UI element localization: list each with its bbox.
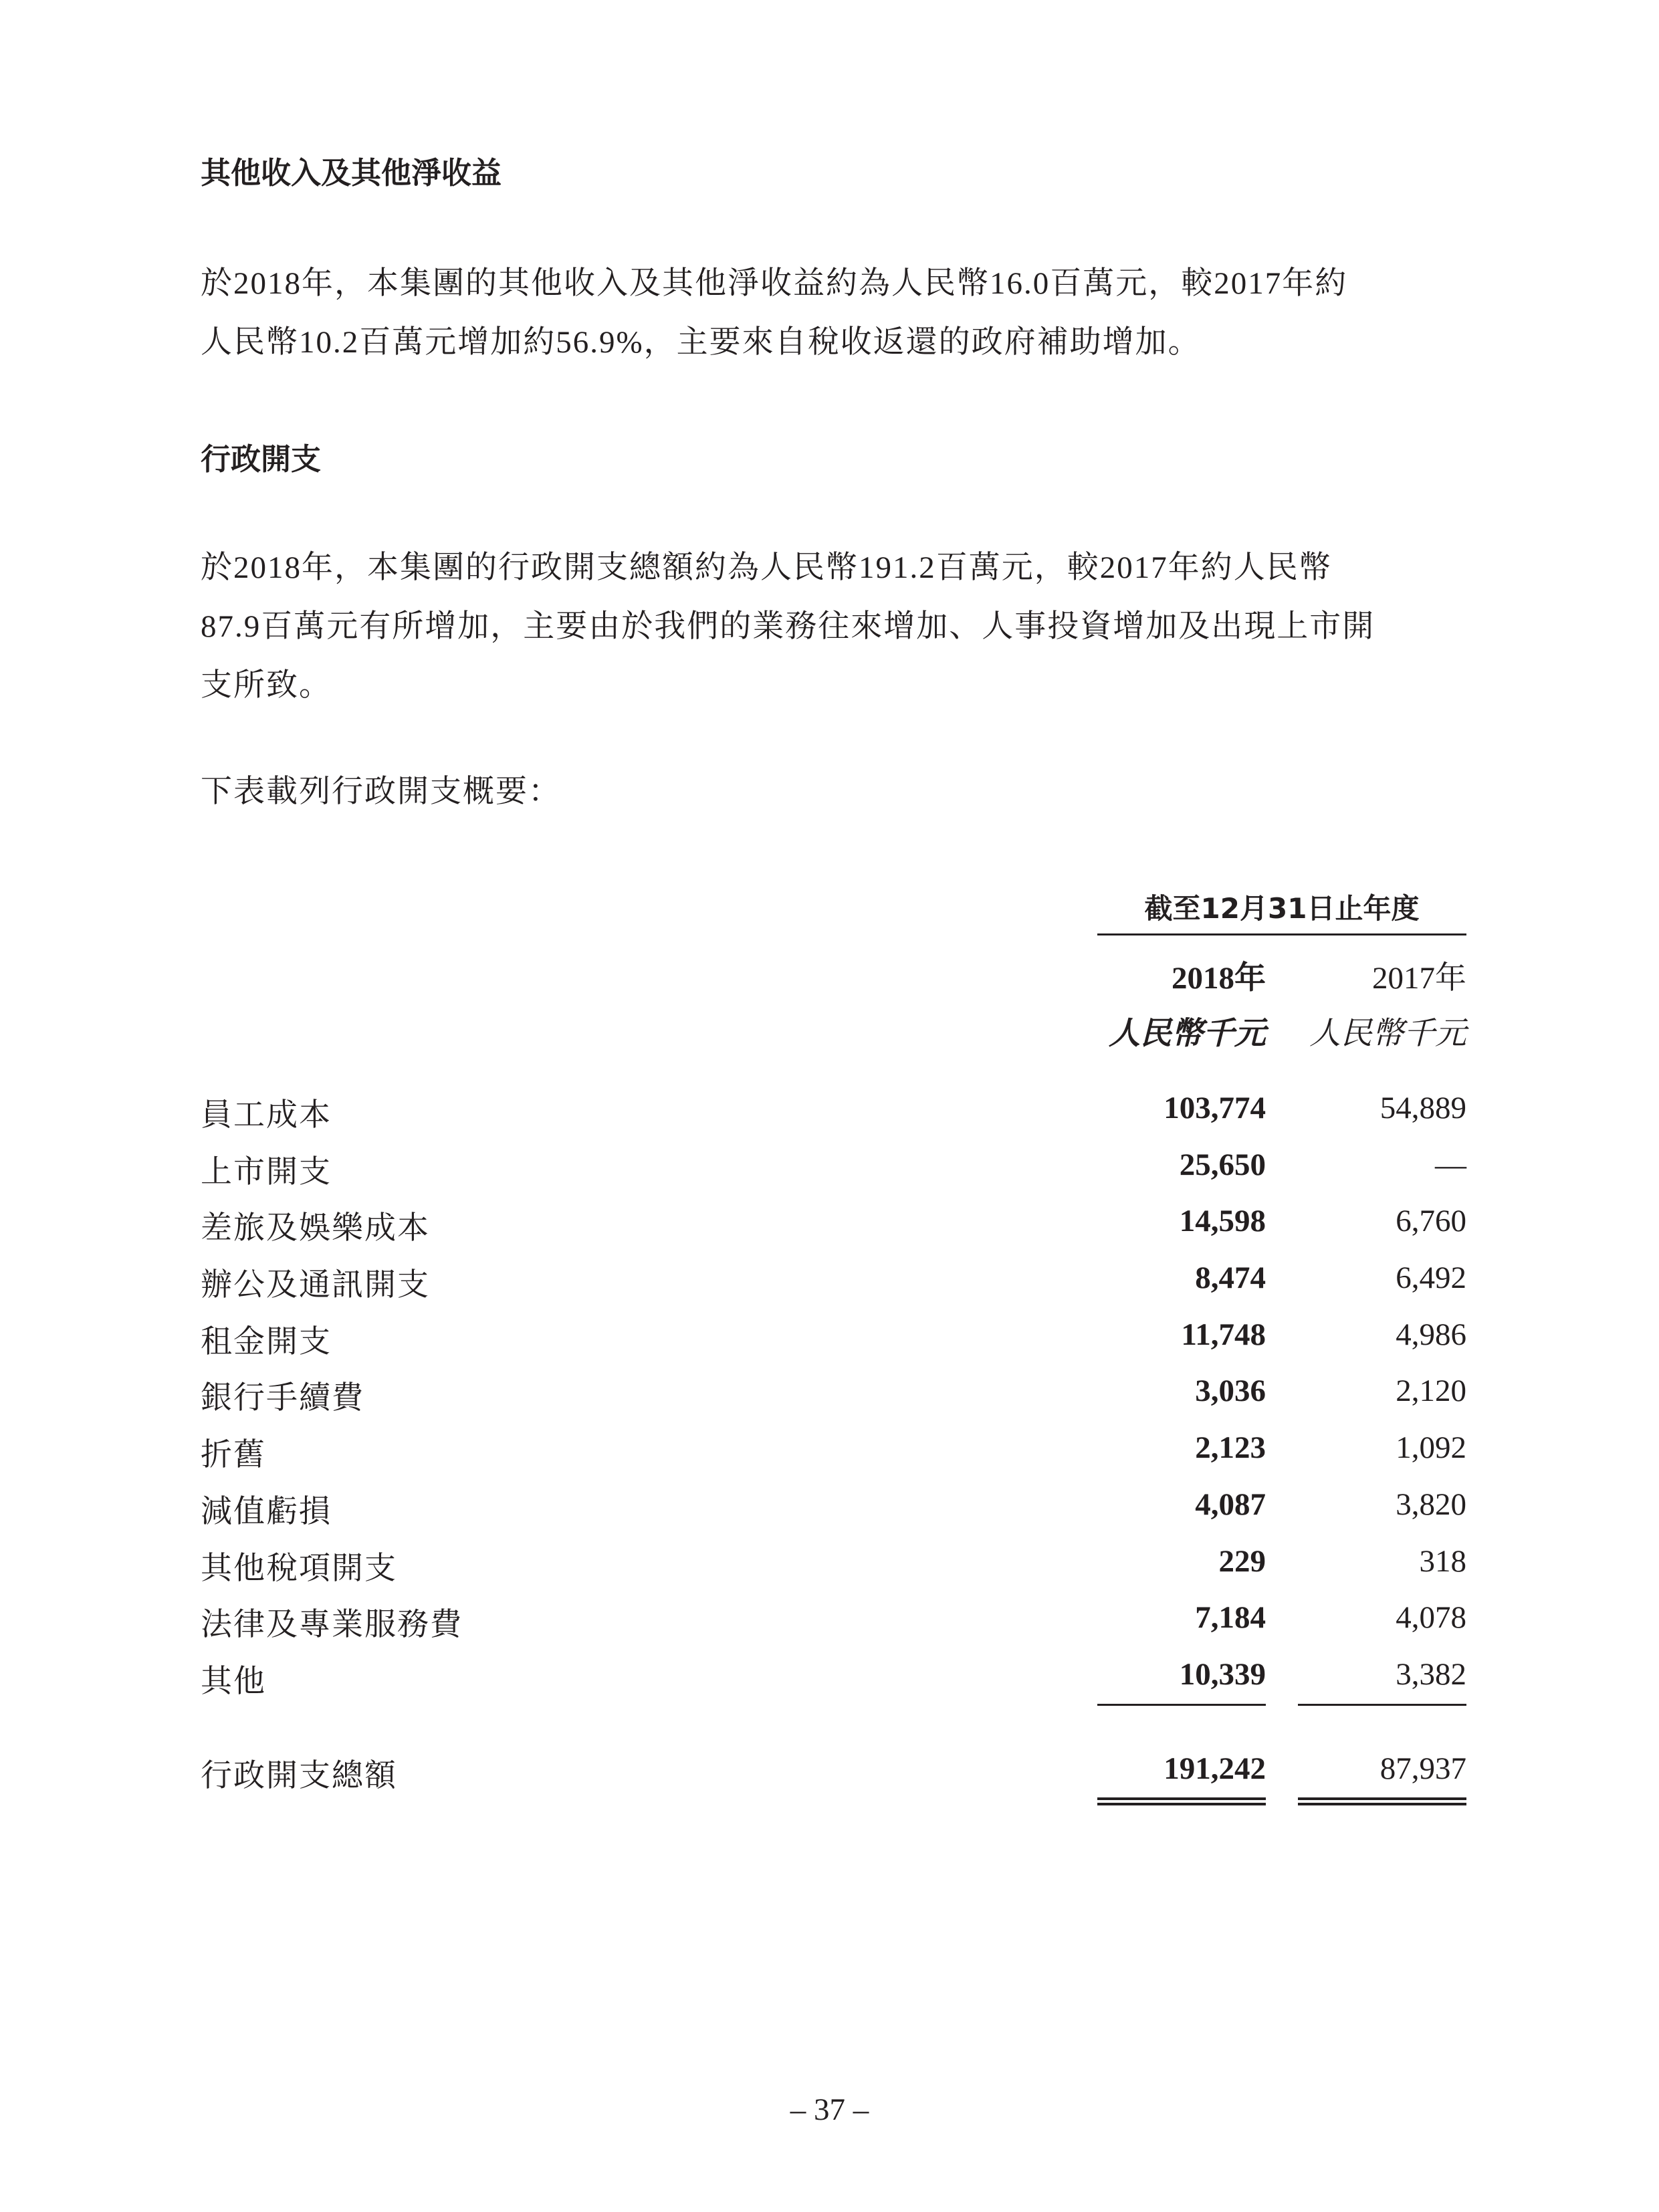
table-row <box>201 1090 1466 1147</box>
admin-expenses-table <box>201 1090 1466 1713</box>
value-2017: 6,492 <box>1396 1260 1466 1296</box>
row-label: 減值虧損 <box>201 1494 332 1529</box>
table-row <box>201 1543 1466 1600</box>
value-2017: 4,986 <box>1396 1317 1466 1352</box>
admin-expenses-paragraph <box>201 538 1471 715</box>
value-2018: 229 <box>1218 1543 1266 1579</box>
value-2018: 8,474 <box>1195 1260 1266 1296</box>
value-2017: 3,382 <box>1396 1656 1466 1692</box>
total-double-rule-2017 <box>1298 1797 1466 1805</box>
paragraph-line: 於2018年，本集團的行政開支總額約為人民幣191.2百萬元，較2017年約人民幣 <box>201 550 1332 585</box>
table-row <box>201 1486 1466 1543</box>
year-2018-header: 2018年 <box>1172 961 1266 996</box>
value-2017: 3,820 <box>1396 1486 1466 1522</box>
row-label: 辦公及通訊開支 <box>201 1268 430 1303</box>
value-2017: 6,760 <box>1396 1204 1466 1239</box>
row-label: 法律及專業服務費 <box>201 1608 463 1643</box>
table-row <box>201 1430 1466 1486</box>
table-row <box>201 1599 1466 1656</box>
page-number: – 37 – <box>790 2092 869 2127</box>
value-2018: 7,184 <box>1195 1600 1266 1636</box>
value-2017: 1,092 <box>1396 1430 1466 1466</box>
value-2018: 14,598 <box>1179 1204 1266 1239</box>
subtotal-rule-2018 <box>1097 1704 1266 1706</box>
row-label: 其他 <box>201 1664 266 1699</box>
table-row <box>201 1203 1466 1260</box>
section-heading-admin-expenses: 行政開支 <box>201 441 322 477</box>
value-2017: 318 <box>1419 1543 1466 1579</box>
value-2017: — <box>1435 1147 1466 1182</box>
row-label: 上市開支 <box>201 1154 332 1190</box>
paragraph-line: 支所致。 <box>201 668 332 703</box>
value-2018: 10,339 <box>1179 1656 1266 1692</box>
row-label: 折舊 <box>201 1438 266 1473</box>
total-2017: 87,937 <box>1379 1751 1466 1786</box>
row-label: 其他稅項開支 <box>201 1551 397 1586</box>
table-row <box>201 1373 1466 1430</box>
unit-2017-header: 人民幣千元 <box>1309 1016 1466 1051</box>
value-2018: 3,036 <box>1195 1373 1266 1409</box>
total-2018: 191,242 <box>1164 1751 1266 1786</box>
table-row <box>201 1656 1466 1713</box>
value-2018: 2,123 <box>1195 1430 1266 1466</box>
value-2018: 4,087 <box>1195 1486 1266 1522</box>
value-2017: 4,078 <box>1396 1600 1466 1636</box>
table-row <box>201 1317 1466 1373</box>
value-2018: 103,774 <box>1164 1091 1266 1125</box>
table-row <box>201 1260 1466 1317</box>
section-heading-other-income: 其他收入及其他淨收益 <box>201 155 502 191</box>
paragraph-line: 人民幣10.2百萬元增加約56.9%，主要來自稅收返還的政府補助增加。 <box>201 325 1201 360</box>
table-intro: 下表載列行政開支概要： <box>201 774 561 809</box>
unit-2018-header: 人民幣千元 <box>1109 1016 1266 1051</box>
total-double-rule-2018 <box>1097 1797 1266 1805</box>
value-2018: 11,748 <box>1181 1317 1266 1352</box>
table-row <box>201 1147 1466 1204</box>
period-header: 截至12月31日止年度 <box>1097 887 1466 935</box>
paragraph-line: 於2018年，本集團的其他收入及其他淨收益約為人民幣16.0百萬元，較2017年約 <box>201 266 1348 301</box>
subtotal-rule-2017 <box>1298 1704 1466 1706</box>
value-2017: 54,889 <box>1379 1091 1466 1125</box>
other-income-paragraph <box>201 254 1471 372</box>
paragraph-line: 87.9百萬元有所增加，主要由於我們的業務往來增加、人事投資增加及出現上市開 <box>201 609 1375 644</box>
value-2017: 2,120 <box>1396 1373 1466 1409</box>
row-label: 租金開支 <box>201 1324 332 1359</box>
row-label: 員工成本 <box>201 1098 332 1133</box>
row-label: 差旅及娛樂成本 <box>201 1211 430 1246</box>
total-label: 行政開支總額 <box>201 1759 397 1793</box>
value-2018: 25,650 <box>1179 1147 1266 1182</box>
year-2017-header: 2017年 <box>1372 961 1466 996</box>
row-label: 銀行手續費 <box>201 1381 364 1416</box>
